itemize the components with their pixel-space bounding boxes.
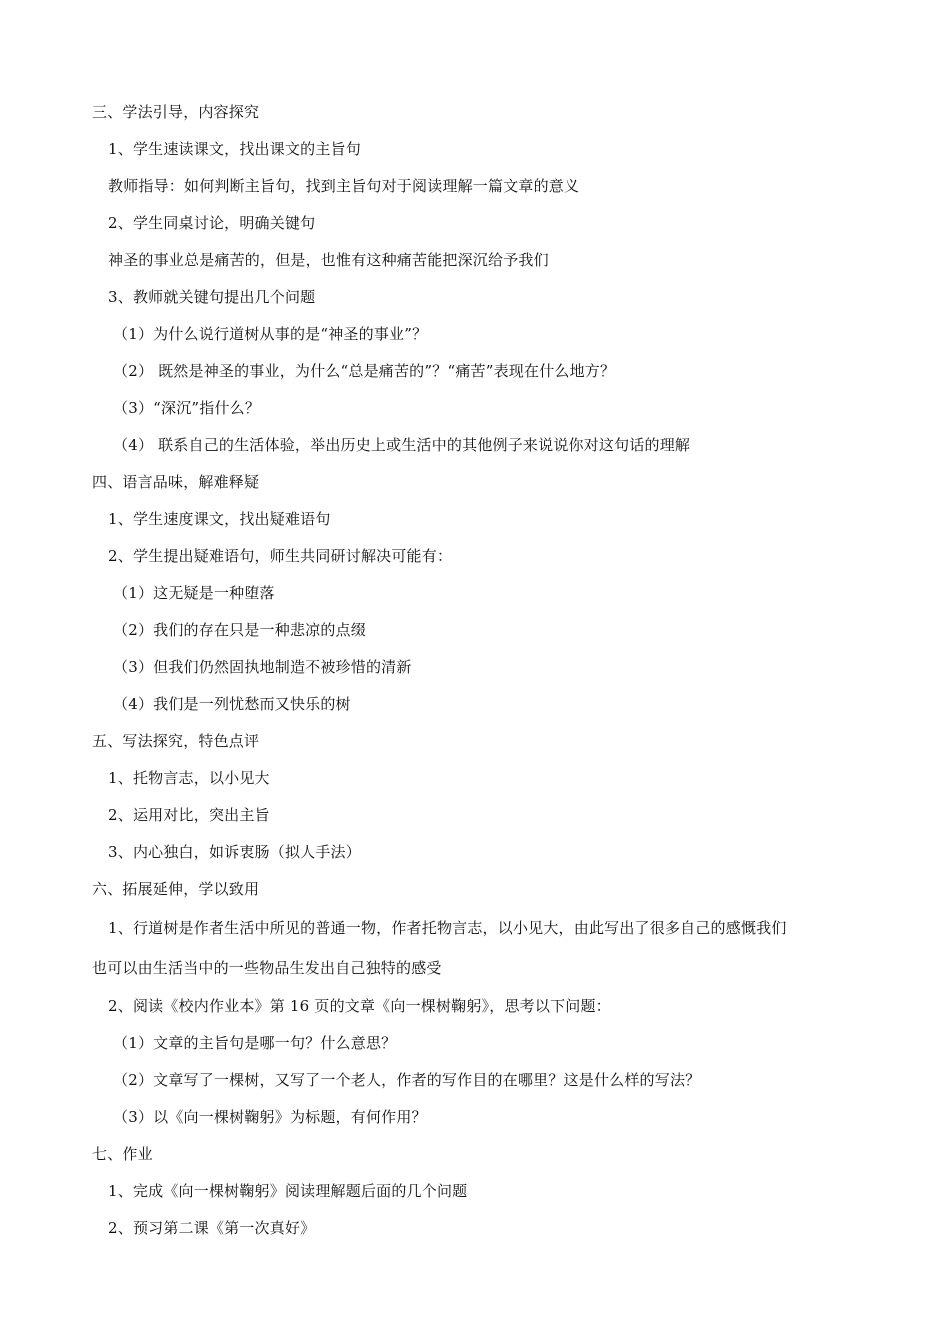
section-heading-4: 四、语言品味，解难释疑	[92, 473, 260, 491]
paragraph-line: 2、运用对比，突出主旨	[108, 806, 270, 824]
section-heading-3: 三、学法引导，内容探究	[92, 103, 260, 121]
question-item: （3）“深沉”指什么？	[113, 399, 261, 417]
question-item: （2）文章写了一棵树，又写了一个老人，作者的写作目的在哪里？这是什么样的写法？	[113, 1071, 701, 1089]
paragraph-line: 1、学生速度课文，找出疑难语句	[108, 510, 331, 528]
question-item: （1）文章的主旨句是哪一句？什么意思？	[113, 1034, 397, 1052]
paragraph-line: 3、教师就关键句提出几个问题	[108, 288, 316, 306]
list-item: （2）我们的存在只是一种悲凉的点缀	[113, 621, 366, 639]
paragraph-line: 2、预习第二课《第一次真好》	[108, 1219, 316, 1237]
paragraph-line: 1、托物言志，以小见大	[108, 769, 270, 787]
paragraph-line: 2、学生提出疑难语句，师生共同研讨解决可能有：	[108, 547, 453, 565]
section-heading-5: 五、写法探究，特色点评	[92, 732, 260, 750]
paragraph-line: 2、学生同桌讨论，明确关键句	[108, 214, 316, 232]
paragraph-continuation: 也可以由生活当中的一些物品生发出自己独特的感受	[92, 959, 442, 977]
paragraph-line: 3、内心独白，如诉衷肠（拟人手法）	[108, 843, 361, 861]
paragraph-line: 教师指导：如何判断主旨句，找到主旨句对于阅读理解一篇文章的意义	[108, 177, 580, 195]
paragraph-line: 1、行道树是作者生活中所见的普通一物，作者托物言志，以小见大，由此写出了很多自己的感慨我们	[108, 919, 787, 937]
question-item: （1）为什么说行道树从事的是“神圣的事业”？	[113, 325, 428, 343]
question-item: （3）以《向一棵树鞠躬》为标题，有何作用？	[113, 1108, 427, 1126]
list-item: （4）我们是一列忧愁而又快乐的树	[113, 695, 351, 713]
section-heading-6: 六、拓展延伸，学以致用	[92, 880, 260, 898]
section-heading-7: 七、作业	[92, 1145, 153, 1163]
list-item: （3）但我们仍然固执地制造不被珍惜的清新	[113, 658, 412, 676]
paragraph-line: 2、阅读《校内作业本》第 16 页的文章《向一棵树鞠躬》，思考以下问题：	[108, 997, 611, 1015]
paragraph-line: 1、完成《向一棵树鞠躬》阅读理解题后面的几个问题	[108, 1182, 468, 1200]
question-item: （2） 既然是神圣的事业，为什么“总是痛苦的”？“痛苦”表现在什么地方？	[113, 362, 616, 380]
paragraph-line: 1、学生速读课文，找出课文的主旨句	[108, 140, 361, 158]
question-item: （4） 联系自己的生活体验，举出历史上或生活中的其他例子来说说你对这句话的理解	[113, 436, 691, 454]
key-sentence-line: 神圣的事业总是痛苦的，但是，也惟有这种痛苦能把深沉给予我们	[108, 251, 549, 269]
list-item: （1）这无疑是一种堕落	[113, 584, 275, 602]
